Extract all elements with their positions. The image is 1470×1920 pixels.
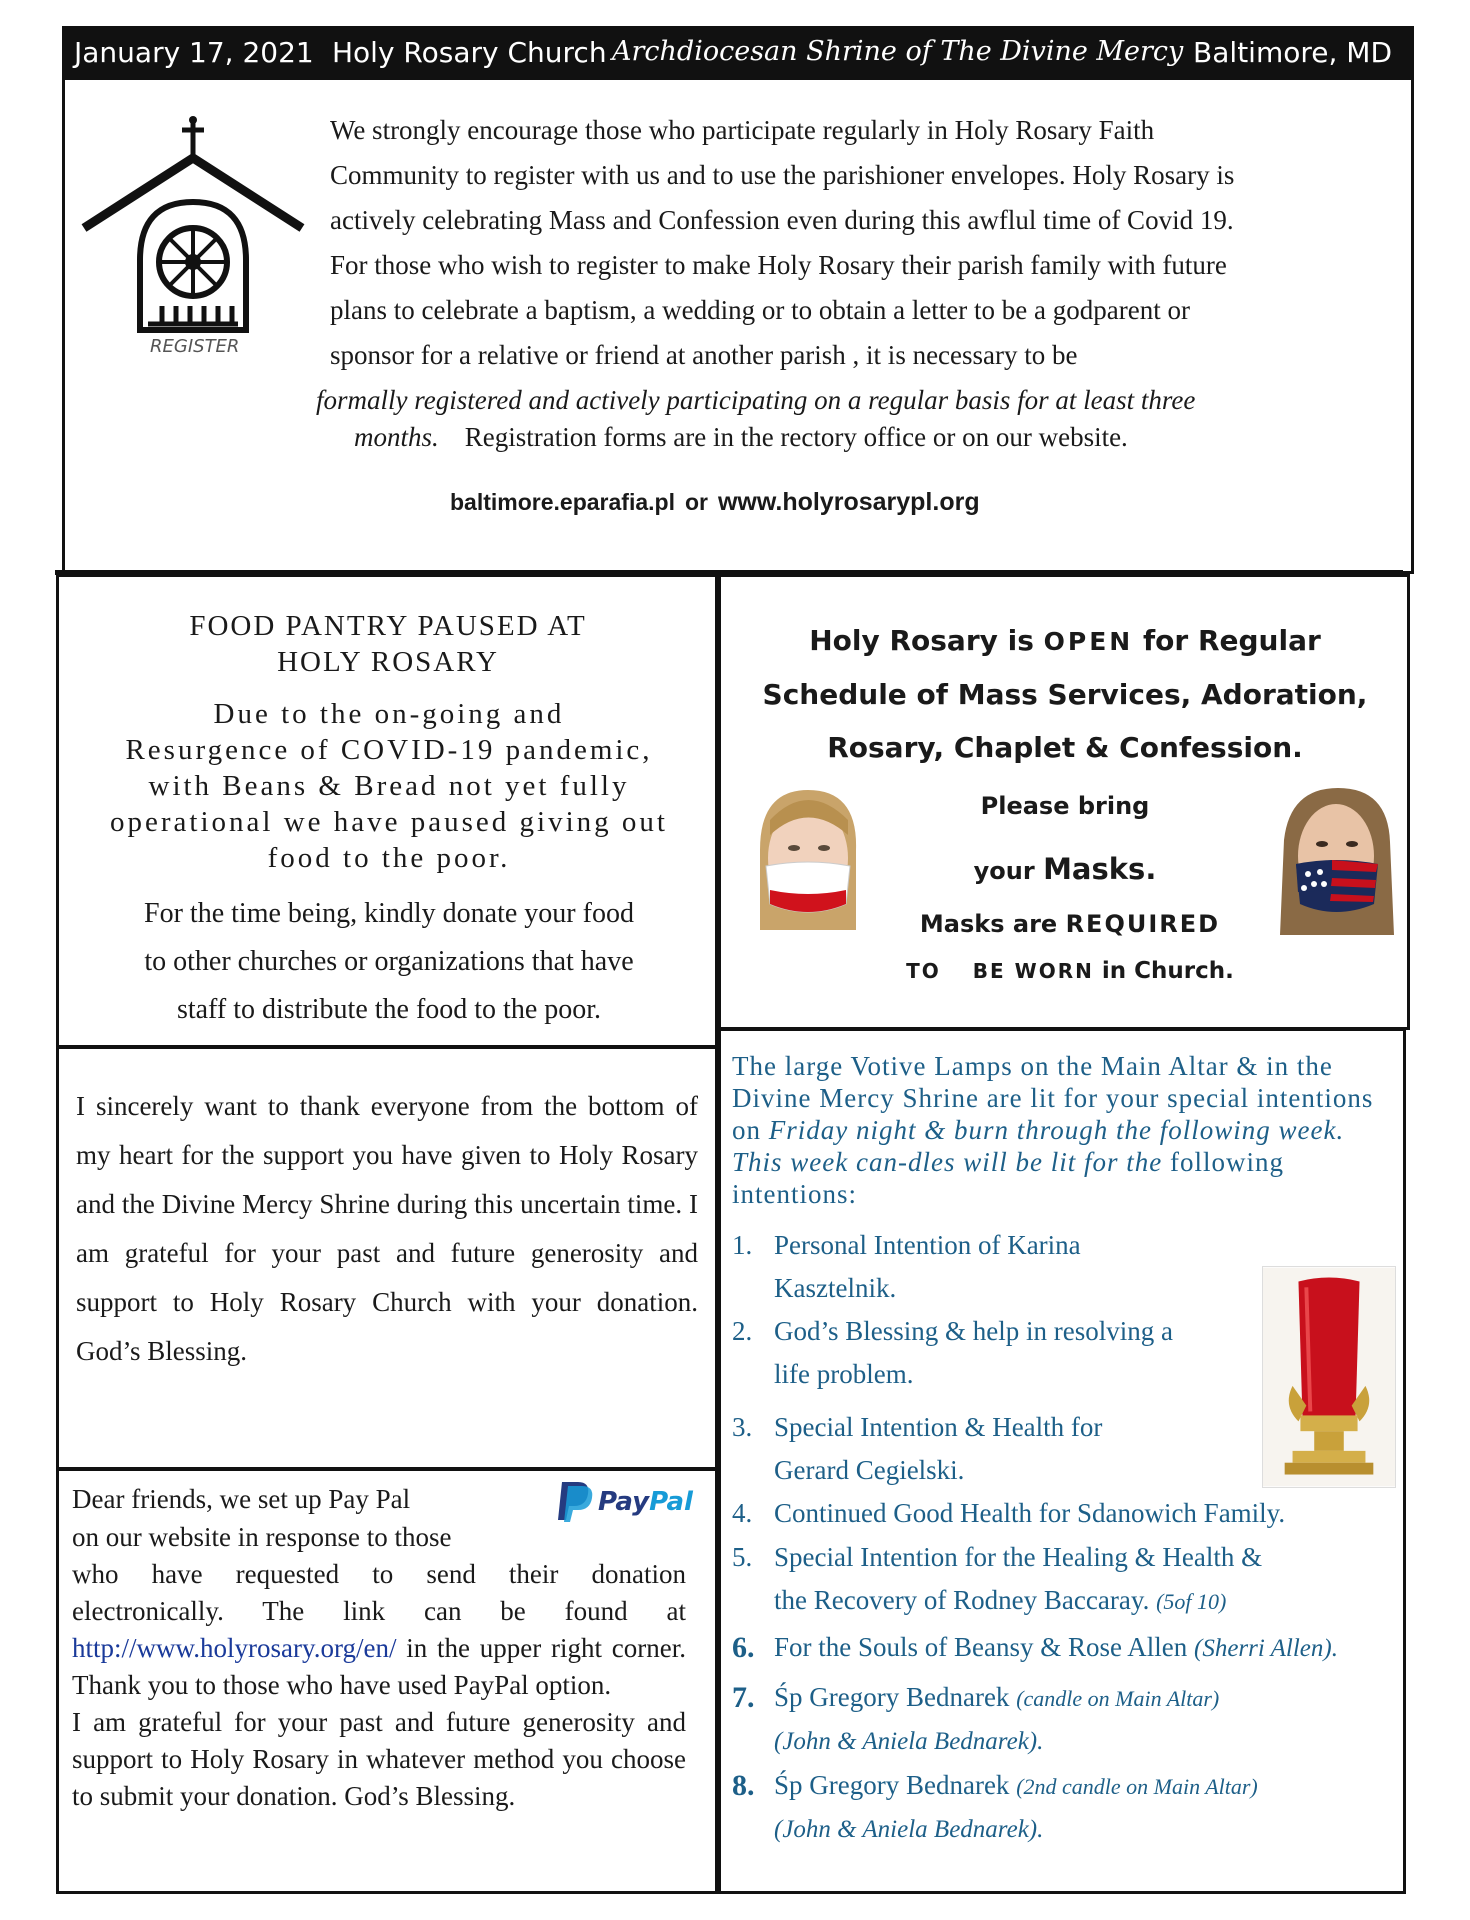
- church-name: Holy Rosary Church: [332, 36, 607, 69]
- church-city: Baltimore, MD: [1193, 36, 1392, 69]
- website-link-eparafia[interactable]: baltimore.eparafia.pl: [450, 489, 675, 515]
- register-line: Community to register with us and to use the parishioner envelopes. Holy Rosary is: [330, 160, 1235, 190]
- shrine-name: Archdiocesan Shrine of The Divine Mercy: [612, 36, 1184, 67]
- register-months: months.: [354, 422, 439, 452]
- votive-intro: The large Votive Lamps on the Main Altar & in the Divine Mercy Shrine are lit for your special intentions on Friday night & burn through the following week. This week can-dles will be lit for the following intentions:: [732, 1051, 1374, 1209]
- open-line-1: Holy Rosary is OPEN for Regular: [809, 624, 1321, 657]
- register-line: sponsor for a relative or friend at another parish , it is necessary to be: [330, 340, 1078, 370]
- open-line-2: Schedule of Mass Services, Adoration,: [762, 678, 1368, 711]
- woman-flag-mask-image: [1270, 780, 1400, 935]
- food-title-line: HOLY ROSARY: [277, 646, 499, 678]
- food-body-line: food to the poor.: [267, 842, 511, 874]
- food-body-line: Due to the on-going and: [213, 698, 565, 730]
- food-body-line: operational we have paused giving out: [110, 806, 668, 838]
- masks-required-line-1: Masks are REQUIRED: [919, 910, 1221, 938]
- paypal-logo-text: PayPal: [598, 1487, 693, 1517]
- register-line: For those who wish to register to make Holy Rosary their parish family with future: [330, 250, 1227, 280]
- register-icon-label: REGISTER: [150, 336, 240, 357]
- votive-lamp-image: [1262, 1266, 1396, 1488]
- food-pantry-title: [90, 608, 686, 680]
- paypal-line: Dear friends, we set up Pay Pal: [72, 1484, 411, 1514]
- food-note-line: to other churches or organizations that have: [144, 946, 634, 977]
- bring-masks-line-1: Please bring: [980, 792, 1150, 820]
- paypal-intro: [72, 1480, 552, 1556]
- woman-white-red-mask-image: [740, 780, 870, 930]
- register-requirement: formally registered and actively participating on a regular basis for at least three: [316, 385, 1196, 415]
- open-line-3: Rosary, Chaplet & Confession.: [827, 731, 1303, 764]
- register-forms-text: Registration forms are in the rectory office or on our website.: [464, 422, 1128, 452]
- website-or: or: [684, 489, 708, 515]
- paypal-grateful: I am grateful for your past and future generosity and support to Holy Rosary in whatever method you choose to submit your donation. God’s Blessing.: [72, 1707, 686, 1811]
- food-note-line: staff to distribute the food to the poor.: [176, 994, 602, 1025]
- website-link-holyrosary[interactable]: www.holyrosarypl.org: [717, 488, 980, 516]
- food-body-line: Resurgence of COVID-19 pandemic,: [125, 734, 653, 766]
- food-body-line: with Beans & Bread not yet fully: [148, 770, 630, 802]
- register-church-icon: [78, 110, 308, 360]
- food-pantry-note: [76, 890, 702, 1034]
- bulletin-date: January 17, 2021: [74, 36, 314, 69]
- register-websites: [450, 488, 980, 517]
- bulletin-header: [62, 26, 1414, 80]
- register-paragraph: [330, 108, 1400, 378]
- food-note-line: For the time being, kindly donate your food: [144, 898, 634, 929]
- register-line: plans to celebrate a baptism, a wedding or to obtain a letter to be a godparent or: [330, 295, 1190, 325]
- register-line: actively celebrating Mass and Confession even during this awflul time of Covid 19.: [330, 205, 1234, 235]
- paypal-line: on our website in response to those: [72, 1522, 452, 1552]
- paypal-logo: [556, 1476, 706, 1524]
- thanks-message: I sincerely want to thank everyone from the bottom of my heart for the support you have given to Holy Rosary and the Divine Mercy Shrine during this uncertain time. I am grateful for your past and future generosity and support to Holy Rosary Church with your donation. God’s Blessing.: [76, 1091, 698, 1366]
- register-forms-line: [354, 422, 1128, 453]
- bring-masks-line-2: your Masks.: [973, 852, 1157, 886]
- paypal-website-link[interactable]: http://www.holyrosary.org/en/: [72, 1633, 397, 1663]
- paypal-body: who have requested to send their donation electronically. The link can be found at http://www.holyrosary.org/en/ in the upper right corner. Thank you to those who have used PayPal option. I am grateful for your past and future generosity and support to Holy Rosary in whatever method you choose to submit your donation. God’s Blessing.: [72, 1556, 686, 1815]
- register-line: We strongly encourage those who participate regularly in Holy Rosary Faith: [330, 115, 1155, 145]
- masks-required-line-2: TO BE WORN in Church.: [906, 958, 1234, 984]
- open-announcement: [740, 614, 1390, 774]
- food-pantry-body: [76, 696, 702, 876]
- food-title-line: FOOD PANTRY PAUSED AT: [189, 610, 587, 642]
